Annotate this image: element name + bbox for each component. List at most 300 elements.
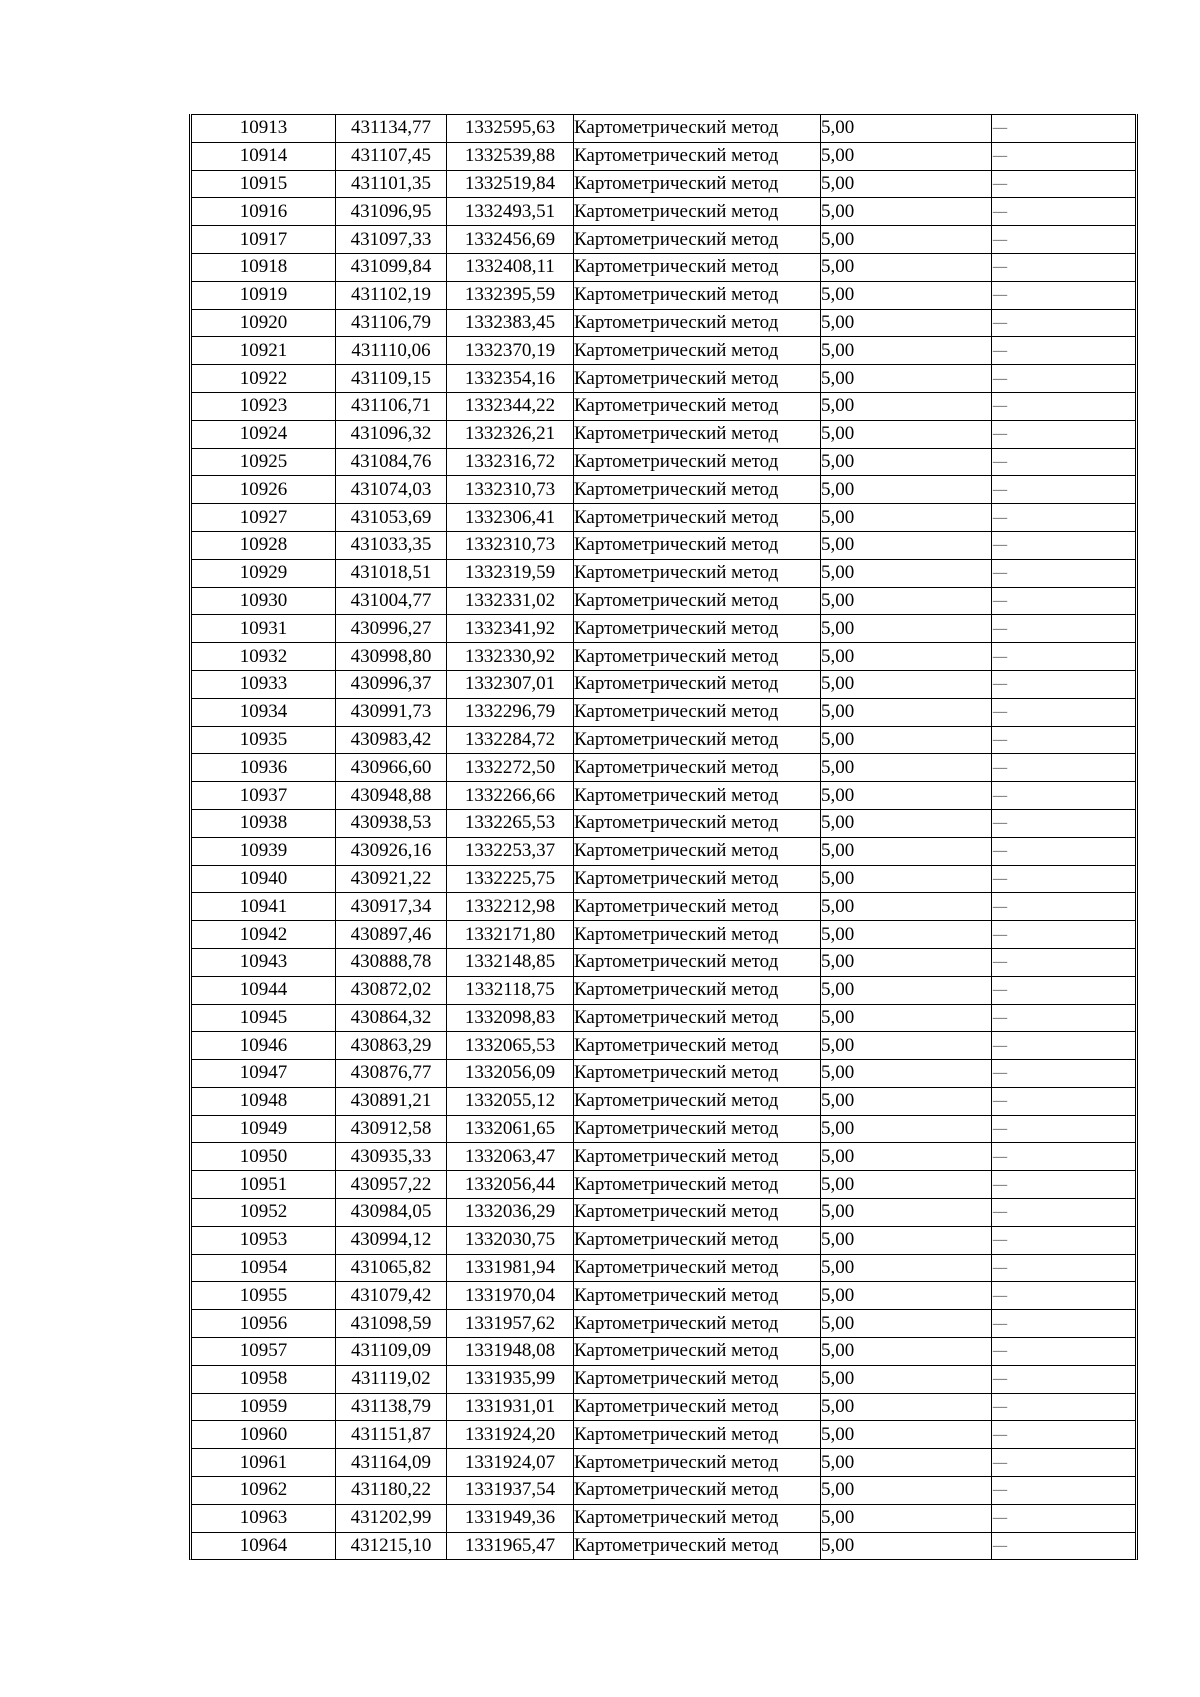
coordinate-y-cell: 1332056,44 [447, 1171, 574, 1199]
coordinate-x-cell: 431102,19 [336, 281, 447, 309]
table-row [192, 1115, 1135, 1143]
method-cell: Картометрический метод [574, 948, 821, 976]
table-row [192, 392, 1135, 420]
accuracy-cell: 5,00 [821, 170, 992, 198]
coordinate-x-cell: 431096,32 [336, 420, 447, 448]
method-cell: Картометрический метод [574, 142, 821, 170]
description-cell [992, 448, 1136, 476]
coordinate-x-cell: 431097,33 [336, 226, 447, 254]
description-cell [992, 1032, 1136, 1060]
description-cell [992, 670, 1136, 698]
description-cell [992, 698, 1136, 726]
point-number-cell: 10940 [192, 865, 336, 893]
description-dash: — [992, 201, 1008, 221]
description-dash: — [992, 1035, 1008, 1055]
table-row [192, 726, 1135, 754]
accuracy-cell: 5,00 [821, 198, 992, 226]
description-dash: — [992, 590, 1008, 610]
point-number-cell: 10949 [192, 1115, 336, 1143]
coordinate-x-cell: 431106,79 [336, 309, 447, 337]
accuracy-cell: 5,00 [821, 754, 992, 782]
method-cell: Картометрический метод [574, 1060, 821, 1088]
coordinate-x-cell: 430996,27 [336, 615, 447, 643]
coordinate-x-cell: 430994,12 [336, 1226, 447, 1254]
description-cell [992, 809, 1136, 837]
coordinates-table [192, 114, 1135, 1559]
point-number-cell: 10957 [192, 1338, 336, 1366]
table-row [192, 1393, 1135, 1421]
coordinate-y-cell: 1332063,47 [447, 1143, 574, 1171]
coordinate-x-cell: 431119,02 [336, 1365, 447, 1393]
description-cell [992, 948, 1136, 976]
method-cell: Картометрический метод [574, 1226, 821, 1254]
coordinate-y-cell: 1332253,37 [447, 837, 574, 865]
accuracy-cell: 5,00 [821, 948, 992, 976]
description-cell [992, 142, 1136, 170]
table-row [192, 1504, 1135, 1532]
coordinate-x-cell: 431074,03 [336, 476, 447, 504]
coordinate-y-cell: 1332030,75 [447, 1226, 574, 1254]
description-cell [992, 1004, 1136, 1032]
method-cell: Картометрический метод [574, 253, 821, 281]
coordinate-y-cell: 1332056,09 [447, 1060, 574, 1088]
accuracy-cell: 5,00 [821, 976, 992, 1004]
description-dash: — [992, 1230, 1008, 1250]
coordinate-y-cell: 1332061,65 [447, 1115, 574, 1143]
coordinate-y-cell: 1332310,73 [447, 531, 574, 559]
table-row [192, 559, 1135, 587]
coordinate-y-cell: 1332326,21 [447, 420, 574, 448]
table-row [192, 420, 1135, 448]
accuracy-cell: 5,00 [821, 337, 992, 365]
table-row [192, 1282, 1135, 1310]
description-dash: — [992, 1424, 1008, 1444]
point-number-cell: 10945 [192, 1004, 336, 1032]
description-cell [992, 253, 1136, 281]
coordinate-y-cell: 1331965,47 [447, 1532, 574, 1559]
coordinate-x-cell: 431202,99 [336, 1504, 447, 1532]
coordinate-x-cell: 431110,06 [336, 337, 447, 365]
coordinate-x-cell: 430966,60 [336, 754, 447, 782]
point-number-cell: 10937 [192, 782, 336, 810]
method-cell: Картометрический метод [574, 1115, 821, 1143]
method-cell: Картометрический метод [574, 170, 821, 198]
coordinate-x-cell: 430863,29 [336, 1032, 447, 1060]
table-row [192, 504, 1135, 532]
accuracy-cell: 5,00 [821, 281, 992, 309]
method-cell: Картометрический метод [574, 226, 821, 254]
description-cell [992, 1449, 1136, 1477]
description-cell [992, 782, 1136, 810]
point-number-cell: 10938 [192, 809, 336, 837]
coordinate-x-cell: 430891,21 [336, 1087, 447, 1115]
accuracy-cell: 5,00 [821, 865, 992, 893]
description-dash: — [992, 1536, 1008, 1556]
coordinate-x-cell: 431180,22 [336, 1477, 447, 1505]
description-dash: — [992, 646, 1008, 666]
method-cell: Картометрический метод [574, 531, 821, 559]
coordinate-x-cell: 431106,71 [336, 392, 447, 420]
coordinate-y-cell: 1332539,88 [447, 142, 574, 170]
accuracy-cell: 5,00 [821, 420, 992, 448]
table-row [192, 615, 1135, 643]
coordinate-y-cell: 1332265,53 [447, 809, 574, 837]
coordinate-y-cell: 1332118,75 [447, 976, 574, 1004]
method-cell: Картометрический метод [574, 1004, 821, 1032]
coordinate-y-cell: 1332065,53 [447, 1032, 574, 1060]
table-row [192, 365, 1135, 393]
description-cell [992, 726, 1136, 754]
point-number-cell: 10918 [192, 253, 336, 281]
table-row [192, 1004, 1135, 1032]
method-cell: Картометрический метод [574, 1477, 821, 1505]
coordinate-x-cell: 430984,05 [336, 1199, 447, 1227]
coordinate-x-cell: 430876,77 [336, 1060, 447, 1088]
coordinate-y-cell: 1332319,59 [447, 559, 574, 587]
point-number-cell: 10951 [192, 1171, 336, 1199]
coordinate-y-cell: 1332306,41 [447, 504, 574, 532]
coordinate-y-cell: 1331957,62 [447, 1310, 574, 1338]
coordinate-x-cell: 430926,16 [336, 837, 447, 865]
description-dash: — [992, 952, 1008, 972]
description-dash: — [992, 1397, 1008, 1417]
coordinate-y-cell: 1332307,01 [447, 670, 574, 698]
table-row [192, 115, 1135, 143]
coordinate-y-cell: 1332519,84 [447, 170, 574, 198]
coordinate-x-cell: 431109,09 [336, 1338, 447, 1366]
coordinate-x-cell: 431151,87 [336, 1421, 447, 1449]
description-cell [992, 1477, 1136, 1505]
method-cell: Картометрический метод [574, 670, 821, 698]
accuracy-cell: 5,00 [821, 1171, 992, 1199]
accuracy-cell: 5,00 [821, 1449, 992, 1477]
table-row [192, 754, 1135, 782]
description-cell [992, 365, 1136, 393]
description-cell [992, 392, 1136, 420]
accuracy-cell: 5,00 [821, 1393, 992, 1421]
description-cell [992, 615, 1136, 643]
description-dash: — [992, 729, 1008, 749]
description-cell [992, 1338, 1136, 1366]
coordinate-y-cell: 1331935,99 [447, 1365, 574, 1393]
coordinate-y-cell: 1332310,73 [447, 476, 574, 504]
point-number-cell: 10947 [192, 1060, 336, 1088]
description-dash: — [992, 396, 1008, 416]
description-cell [992, 754, 1136, 782]
description-dash: — [992, 507, 1008, 527]
coordinate-x-cell: 430897,46 [336, 921, 447, 949]
description-cell [992, 281, 1136, 309]
description-cell [992, 1310, 1136, 1338]
method-cell: Картометрический метод [574, 476, 821, 504]
method-cell: Картометрический метод [574, 420, 821, 448]
description-dash: — [992, 1007, 1008, 1027]
coordinate-y-cell: 1332341,92 [447, 615, 574, 643]
method-cell: Картометрический метод [574, 837, 821, 865]
coordinate-x-cell: 431109,15 [336, 365, 447, 393]
accuracy-cell: 5,00 [821, 893, 992, 921]
accuracy-cell: 5,00 [821, 921, 992, 949]
accuracy-cell: 5,00 [821, 643, 992, 671]
description-dash: — [992, 1285, 1008, 1305]
point-number-cell: 10922 [192, 365, 336, 393]
table-row [192, 198, 1135, 226]
coordinate-x-cell: 430921,22 [336, 865, 447, 893]
point-number-cell: 10960 [192, 1421, 336, 1449]
accuracy-cell: 5,00 [821, 115, 992, 143]
point-number-cell: 10952 [192, 1199, 336, 1227]
coordinate-y-cell: 1331924,20 [447, 1421, 574, 1449]
description-dash: — [992, 1369, 1008, 1389]
point-number-cell: 10916 [192, 198, 336, 226]
method-cell: Картометрический метод [574, 1199, 821, 1227]
accuracy-cell: 5,00 [821, 559, 992, 587]
accuracy-cell: 5,00 [821, 615, 992, 643]
coordinate-y-cell: 1331924,07 [447, 1449, 574, 1477]
description-cell [992, 1171, 1136, 1199]
point-number-cell: 10928 [192, 531, 336, 559]
coordinate-y-cell: 1332171,80 [447, 921, 574, 949]
point-number-cell: 10963 [192, 1504, 336, 1532]
description-cell [992, 1504, 1136, 1532]
coordinate-y-cell: 1332055,12 [447, 1087, 574, 1115]
table-row [192, 253, 1135, 281]
point-number-cell: 10914 [192, 142, 336, 170]
coordinate-y-cell: 1331981,94 [447, 1254, 574, 1282]
coordinate-y-cell: 1332370,19 [447, 337, 574, 365]
description-dash: — [992, 312, 1008, 332]
coordinate-x-cell: 431099,84 [336, 253, 447, 281]
table-row [192, 1532, 1135, 1559]
table-row [192, 670, 1135, 698]
method-cell: Картометрический метод [574, 615, 821, 643]
point-number-cell: 10946 [192, 1032, 336, 1060]
description-cell [992, 504, 1136, 532]
coordinate-x-cell: 431065,82 [336, 1254, 447, 1282]
point-number-cell: 10932 [192, 643, 336, 671]
description-dash: — [992, 1508, 1008, 1528]
description-cell [992, 1226, 1136, 1254]
method-cell: Картометрический метод [574, 754, 821, 782]
table-row [192, 1254, 1135, 1282]
point-number-cell: 10948 [192, 1087, 336, 1115]
coordinate-y-cell: 1332036,29 [447, 1199, 574, 1227]
point-number-cell: 10956 [192, 1310, 336, 1338]
accuracy-cell: 5,00 [821, 1226, 992, 1254]
method-cell: Картометрический метод [574, 1421, 821, 1449]
coordinate-x-cell: 430948,88 [336, 782, 447, 810]
accuracy-cell: 5,00 [821, 1504, 992, 1532]
coordinate-x-cell: 430912,58 [336, 1115, 447, 1143]
coordinate-x-cell: 430998,80 [336, 643, 447, 671]
accuracy-cell: 5,00 [821, 1421, 992, 1449]
description-cell [992, 337, 1136, 365]
description-cell [992, 1143, 1136, 1171]
accuracy-cell: 5,00 [821, 1254, 992, 1282]
method-cell: Картометрический метод [574, 893, 821, 921]
table-row [192, 865, 1135, 893]
method-cell: Картометрический метод [574, 1365, 821, 1393]
coordinate-x-cell: 431096,95 [336, 198, 447, 226]
coordinate-x-cell: 430957,22 [336, 1171, 447, 1199]
description-cell [992, 1254, 1136, 1282]
table-row [192, 1171, 1135, 1199]
method-cell: Картометрический метод [574, 865, 821, 893]
coordinate-y-cell: 1332493,51 [447, 198, 574, 226]
method-cell: Картометрический метод [574, 365, 821, 393]
table-row [192, 1143, 1135, 1171]
coordinate-y-cell: 1332212,98 [447, 893, 574, 921]
method-cell: Картометрический метод [574, 115, 821, 143]
point-number-cell: 10954 [192, 1254, 336, 1282]
description-dash: — [992, 674, 1008, 694]
point-number-cell: 10921 [192, 337, 336, 365]
point-number-cell: 10917 [192, 226, 336, 254]
coordinate-x-cell: 430888,78 [336, 948, 447, 976]
table-row [192, 893, 1135, 921]
description-dash: — [992, 1258, 1008, 1278]
table-row [192, 1226, 1135, 1254]
description-cell [992, 476, 1136, 504]
table-row [192, 698, 1135, 726]
coordinate-y-cell: 1332316,72 [447, 448, 574, 476]
method-cell: Картометрический метод [574, 504, 821, 532]
point-number-cell: 10913 [192, 115, 336, 143]
accuracy-cell: 5,00 [821, 1477, 992, 1505]
description-dash: — [992, 868, 1008, 888]
point-number-cell: 10941 [192, 893, 336, 921]
accuracy-cell: 5,00 [821, 1087, 992, 1115]
method-cell: Картометрический метод [574, 198, 821, 226]
method-cell: Картометрический метод [574, 1310, 821, 1338]
method-cell: Картометрический метод [574, 726, 821, 754]
description-dash: — [992, 340, 1008, 360]
table-row [192, 1060, 1135, 1088]
description-cell [992, 198, 1136, 226]
accuracy-cell: 5,00 [821, 253, 992, 281]
method-cell: Картометрический метод [574, 559, 821, 587]
description-cell [992, 1115, 1136, 1143]
table-row [192, 309, 1135, 337]
coordinate-x-cell: 431018,51 [336, 559, 447, 587]
point-number-cell: 10961 [192, 1449, 336, 1477]
method-cell: Картометрический метод [574, 1254, 821, 1282]
method-cell: Картометрический метод [574, 587, 821, 615]
table-row [192, 1449, 1135, 1477]
point-number-cell: 10919 [192, 281, 336, 309]
accuracy-cell: 5,00 [821, 226, 992, 254]
method-cell: Картометрический метод [574, 337, 821, 365]
point-number-cell: 10926 [192, 476, 336, 504]
table-row [192, 782, 1135, 810]
table-row [192, 1199, 1135, 1227]
table-row [192, 1032, 1135, 1060]
method-cell: Картометрический метод [574, 1282, 821, 1310]
description-dash: — [992, 1202, 1008, 1222]
coordinates-table-body [192, 115, 1135, 1560]
coordinate-y-cell: 1332344,22 [447, 392, 574, 420]
description-cell [992, 309, 1136, 337]
accuracy-cell: 5,00 [821, 1115, 992, 1143]
description-cell [992, 559, 1136, 587]
coordinate-x-cell: 431215,10 [336, 1532, 447, 1559]
description-dash: — [992, 1174, 1008, 1194]
coordinate-y-cell: 1331931,01 [447, 1393, 574, 1421]
description-cell [992, 643, 1136, 671]
point-number-cell: 10936 [192, 754, 336, 782]
description-cell [992, 226, 1136, 254]
point-number-cell: 10953 [192, 1226, 336, 1254]
table-row [192, 337, 1135, 365]
table-row [192, 170, 1135, 198]
accuracy-cell: 5,00 [821, 392, 992, 420]
coordinate-y-cell: 1331948,08 [447, 1338, 574, 1366]
coordinate-x-cell: 431101,35 [336, 170, 447, 198]
description-dash: — [992, 118, 1008, 138]
description-cell [992, 420, 1136, 448]
description-cell [992, 1199, 1136, 1227]
description-dash: — [992, 479, 1008, 499]
table-row [192, 643, 1135, 671]
coordinate-y-cell: 1332225,75 [447, 865, 574, 893]
accuracy-cell: 5,00 [821, 1199, 992, 1227]
description-dash: — [992, 1480, 1008, 1500]
accuracy-cell: 5,00 [821, 1365, 992, 1393]
point-number-cell: 10925 [192, 448, 336, 476]
description-dash: — [992, 1452, 1008, 1472]
point-number-cell: 10958 [192, 1365, 336, 1393]
coordinate-y-cell: 1332383,45 [447, 309, 574, 337]
description-dash: — [992, 1313, 1008, 1333]
description-cell [992, 1282, 1136, 1310]
method-cell: Картометрический метод [574, 1171, 821, 1199]
description-cell [992, 1393, 1136, 1421]
method-cell: Картометрический метод [574, 698, 821, 726]
coordinate-x-cell: 431134,77 [336, 115, 447, 143]
coordinate-y-cell: 1332284,72 [447, 726, 574, 754]
table-row [192, 809, 1135, 837]
point-number-cell: 10915 [192, 170, 336, 198]
description-dash: — [992, 1063, 1008, 1083]
description-dash: — [992, 285, 1008, 305]
method-cell: Картометрический метод [574, 1143, 821, 1171]
table-row [192, 531, 1135, 559]
description-dash: — [992, 451, 1008, 471]
point-number-cell: 10929 [192, 559, 336, 587]
description-dash: — [992, 785, 1008, 805]
coordinate-x-cell: 430872,02 [336, 976, 447, 1004]
coordinate-y-cell: 1332098,83 [447, 1004, 574, 1032]
method-cell: Картометрический метод [574, 392, 821, 420]
accuracy-cell: 5,00 [821, 837, 992, 865]
table-row [192, 281, 1135, 309]
point-number-cell: 10935 [192, 726, 336, 754]
description-dash: — [992, 980, 1008, 1000]
coordinate-x-cell: 431164,09 [336, 1449, 447, 1477]
accuracy-cell: 5,00 [821, 309, 992, 337]
accuracy-cell: 5,00 [821, 1532, 992, 1559]
method-cell: Картометрический метод [574, 448, 821, 476]
accuracy-cell: 5,00 [821, 504, 992, 532]
coordinate-x-cell: 430935,33 [336, 1143, 447, 1171]
description-cell [992, 1421, 1136, 1449]
accuracy-cell: 5,00 [821, 1310, 992, 1338]
point-number-cell: 10944 [192, 976, 336, 1004]
point-number-cell: 10964 [192, 1532, 336, 1559]
description-dash: — [992, 702, 1008, 722]
point-number-cell: 10933 [192, 670, 336, 698]
accuracy-cell: 5,00 [821, 809, 992, 837]
